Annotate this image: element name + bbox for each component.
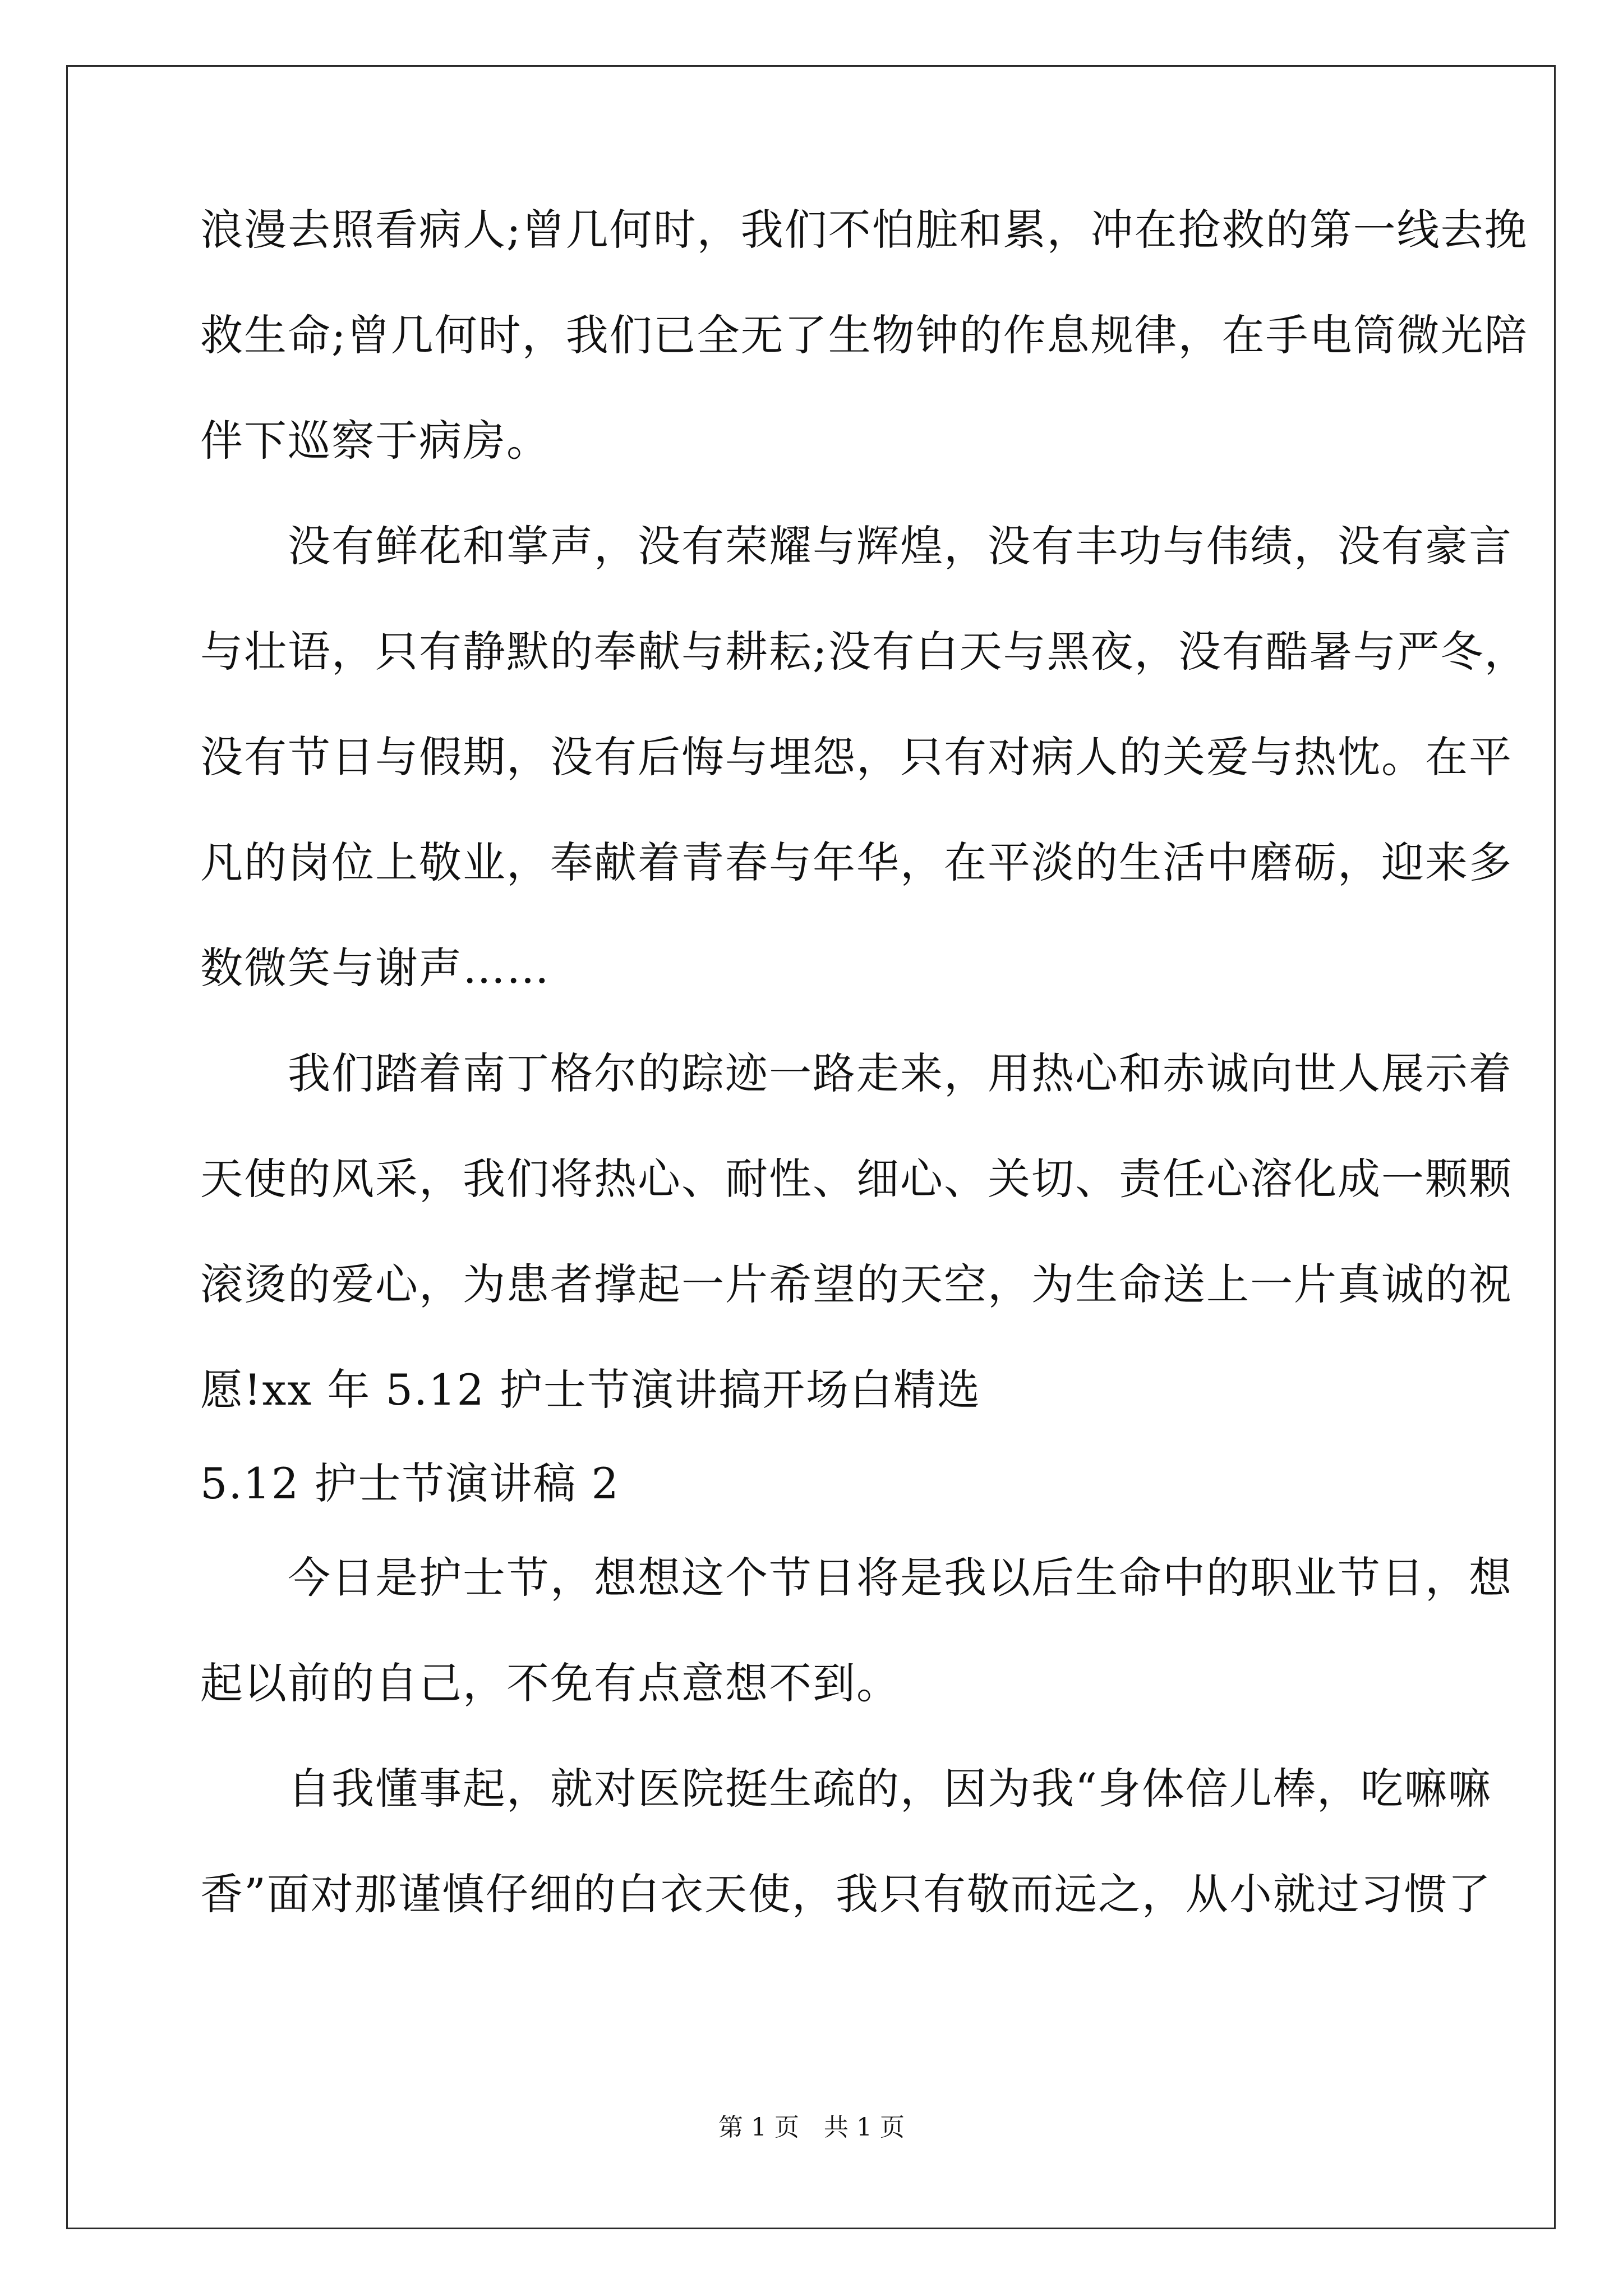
text-line: 伴下巡察于病房。 [200,416,550,466]
text-line: 浪漫去照看病人;曾几何时，我们不怕脏和累，冲在抢救的第一线去挽 [200,205,1528,255]
section-heading: 5.12 护士节演讲稿 2 [200,1458,620,1508]
text-line: 天使的风采，我们将热心、耐性、细心、关切、责任心溶化成一颗颗 [200,1154,1513,1204]
text-line: 没有节日与假期，没有后悔与埋怨，只有对病人的关爱与热忱。在平 [200,732,1513,782]
text-line: 愿!xx 年 5.12 护士节演讲搞开场白精选 [200,1365,981,1415]
text-line: 我们踏着南丁格尔的踪迹一路走来，用热心和赤诚向世人展示着 [200,1048,1513,1098]
text-line: 自我懂事起，就对医院挺生疏的，因为我“身体倍儿棒，吃嘛嘛 [200,1764,1492,1814]
text-line: 与壮语，只有静默的奉献与耕耘;没有白天与黑夜，没有酷暑与严冬， [200,627,1528,677]
text-line: 数微笑与谢声…… [200,943,550,993]
text-line: 救生命;曾几何时，我们已全无了生物钟的作息规律，在手电筒微光陪 [200,310,1528,360]
text-line: 凡的岗位上敬业，奉献着青春与年华，在平淡的生活中磨砺，迎来多 [200,838,1513,887]
page-footer: 第 1 页 共 1 页 [718,2113,905,2142]
text-line: 滚烫的爱心，为患者撑起一片希望的天空，为生命送上一片真诚的祝 [200,1259,1513,1309]
text-line: 今日是护士节，想想这个节日将是我以后生命中的职业节日，想 [200,1553,1513,1603]
text-line: 没有鲜花和掌声，没有荣耀与辉煌，没有丰功与伟绩，没有豪言 [200,521,1513,571]
text-line: 香”面对那谨慎仔细的白衣天使，我只有敬而远之，从小就过习惯了 [200,1869,1492,1919]
text-line: 起以前的自己，不免有点意想不到。 [200,1658,900,1708]
